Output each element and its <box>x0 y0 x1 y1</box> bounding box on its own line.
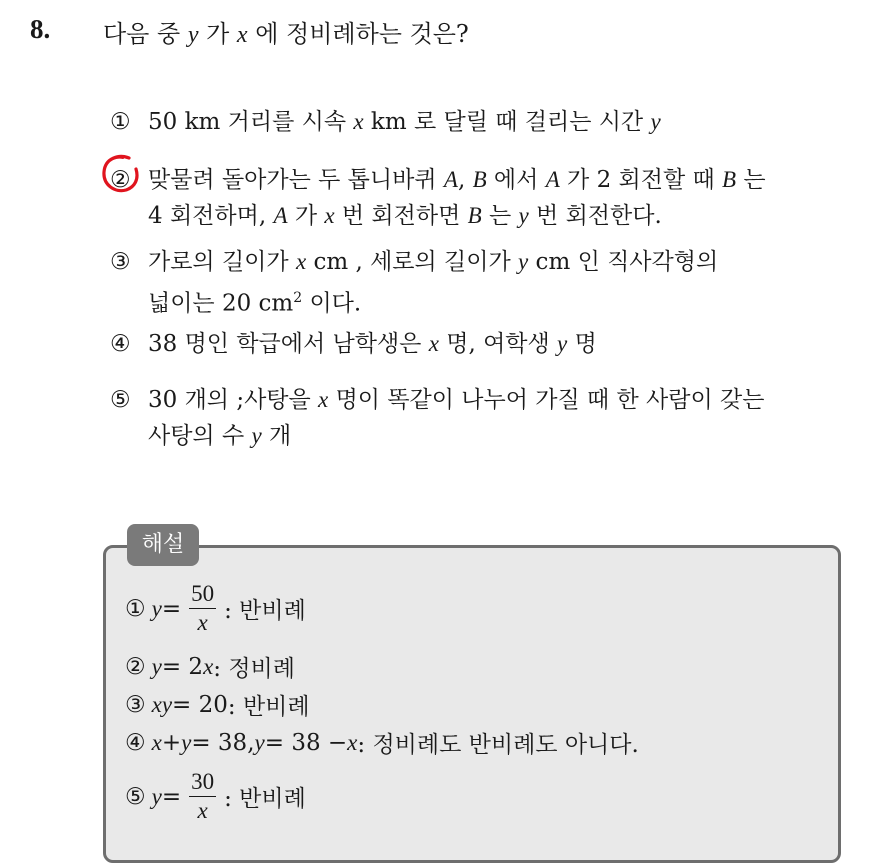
math-text: = 38, <box>191 729 255 756</box>
choice-text: 50 km 거리를 시속 <box>148 109 354 135</box>
choice-4[interactable] <box>110 326 597 362</box>
solution-line-1 <box>125 580 306 637</box>
choice-text: 는 <box>481 203 519 229</box>
var-x: x <box>151 729 162 755</box>
choice-number: ④ <box>110 331 131 357</box>
var-y: y <box>518 203 529 228</box>
choice-5[interactable] <box>110 382 764 454</box>
question-stem <box>103 14 469 49</box>
denominator: x <box>197 798 208 823</box>
var-y: y <box>650 109 661 134</box>
stem-part: 다음 중 <box>103 20 188 48</box>
question-number: 8. <box>30 14 51 44</box>
var-x: x <box>347 729 358 755</box>
var-x: x <box>324 203 335 228</box>
choice-text: 명이 똑같이 나누어 가질 때 한 사람이 갖는 <box>328 387 765 413</box>
choice-text: 사탕의 수 <box>148 423 252 449</box>
choice-text: cm 인 직사각형의 <box>528 249 719 275</box>
var-A: A <box>443 167 458 192</box>
var-B: B <box>472 167 487 192</box>
solution-result: : 정비례 <box>213 656 295 682</box>
choice-text: 명, 여학생 <box>438 331 558 357</box>
var-xy: xy <box>151 691 173 717</box>
choice-2[interactable] <box>110 162 766 234</box>
var-y: y <box>251 423 262 448</box>
var-x: x <box>428 331 439 356</box>
choice-text: 4 회전하며, <box>148 203 274 229</box>
var-y: y <box>557 331 568 356</box>
choice-text: 가로의 길이가 <box>148 249 296 275</box>
var-y: y <box>151 783 162 809</box>
choice-text: 38 명인 학급에서 남학생은 <box>148 331 429 357</box>
equals: = <box>161 595 182 622</box>
solution-number: ④ <box>125 729 146 756</box>
equals: = 2 <box>161 653 204 680</box>
choice-text: 명 <box>567 331 597 357</box>
solution-line-2 <box>125 650 295 683</box>
var-B: B <box>722 167 737 192</box>
superscript: 2 <box>293 290 303 306</box>
fraction <box>189 580 216 637</box>
solution-tab: 해설 <box>127 524 199 566</box>
denominator: x <box>197 610 208 635</box>
choice-text: 맞물려 돌아가는 두 톱니바퀴 <box>148 167 444 193</box>
solution-result: : 정비례도 반비례도 아니다. <box>357 732 639 758</box>
fraction <box>189 768 216 825</box>
choice-1[interactable] <box>110 104 661 140</box>
choice-text: 번 회전한다. <box>528 203 662 229</box>
choice-text: 30 개의 ;사탕을 <box>148 387 319 413</box>
solution-result: : 반비례 <box>224 786 306 812</box>
solution-line-5 <box>125 768 306 825</box>
solution-number: ① <box>125 595 146 622</box>
choice-text: 넓이는 20 cm <box>148 290 294 317</box>
var-y: y <box>518 249 529 274</box>
solution-result: : 반비례 <box>224 598 306 624</box>
stem-part: 에 정비례하는 것은? <box>247 20 469 48</box>
choice-text: 번 회전하면 <box>334 203 468 229</box>
choice-text: km 로 달릴 때 걸리는 시간 <box>363 109 651 135</box>
var-x: x <box>353 109 364 134</box>
choice-text: 이다. <box>302 290 362 317</box>
choice-text: 가 2 회전할 때 <box>559 167 723 193</box>
var-y: y <box>187 22 199 48</box>
solution-line-4 <box>125 726 639 759</box>
var-A: A <box>273 203 288 228</box>
solution-result: : 반비례 <box>227 694 310 720</box>
var-x: x <box>203 653 214 679</box>
choice-text: cm , 세로의 길이가 <box>306 249 519 275</box>
choice-3[interactable] <box>110 244 718 322</box>
choice-text: 가 <box>287 203 325 229</box>
var-y: y <box>151 595 162 621</box>
var-x: x <box>295 249 307 274</box>
choice-number: ① <box>110 109 131 135</box>
solution-number: ③ <box>125 691 146 718</box>
solution-line-3 <box>125 688 310 721</box>
var-x: x <box>236 22 248 48</box>
numerator: 30 <box>191 769 215 794</box>
var-y: y <box>181 729 192 755</box>
choice-text: 에서 <box>486 167 546 193</box>
choice-line-2 <box>110 418 764 454</box>
choice-line-2 <box>110 198 766 234</box>
choice-text: , <box>457 167 473 193</box>
math-text: = 38 − <box>264 729 348 756</box>
solution-number: ⑤ <box>125 783 146 810</box>
choice-number: ⑤ <box>110 387 131 413</box>
math-text: + <box>161 729 182 756</box>
stem-part: 가 <box>198 20 237 48</box>
var-A: A <box>545 167 560 192</box>
choice-text: 는 <box>736 167 766 193</box>
choice-text: 개 <box>261 423 292 449</box>
var-B: B <box>467 203 482 228</box>
solution-number: ② <box>125 653 146 680</box>
var-y: y <box>151 653 162 679</box>
var-x: x <box>318 387 329 412</box>
choice-line-2 <box>110 280 718 322</box>
choice-number: ③ <box>110 249 131 275</box>
choice-number: ② <box>110 167 131 193</box>
var-y: y <box>254 729 265 755</box>
numerator: 50 <box>191 581 215 606</box>
equals: = <box>161 783 182 810</box>
equals: = 20 <box>172 691 228 718</box>
